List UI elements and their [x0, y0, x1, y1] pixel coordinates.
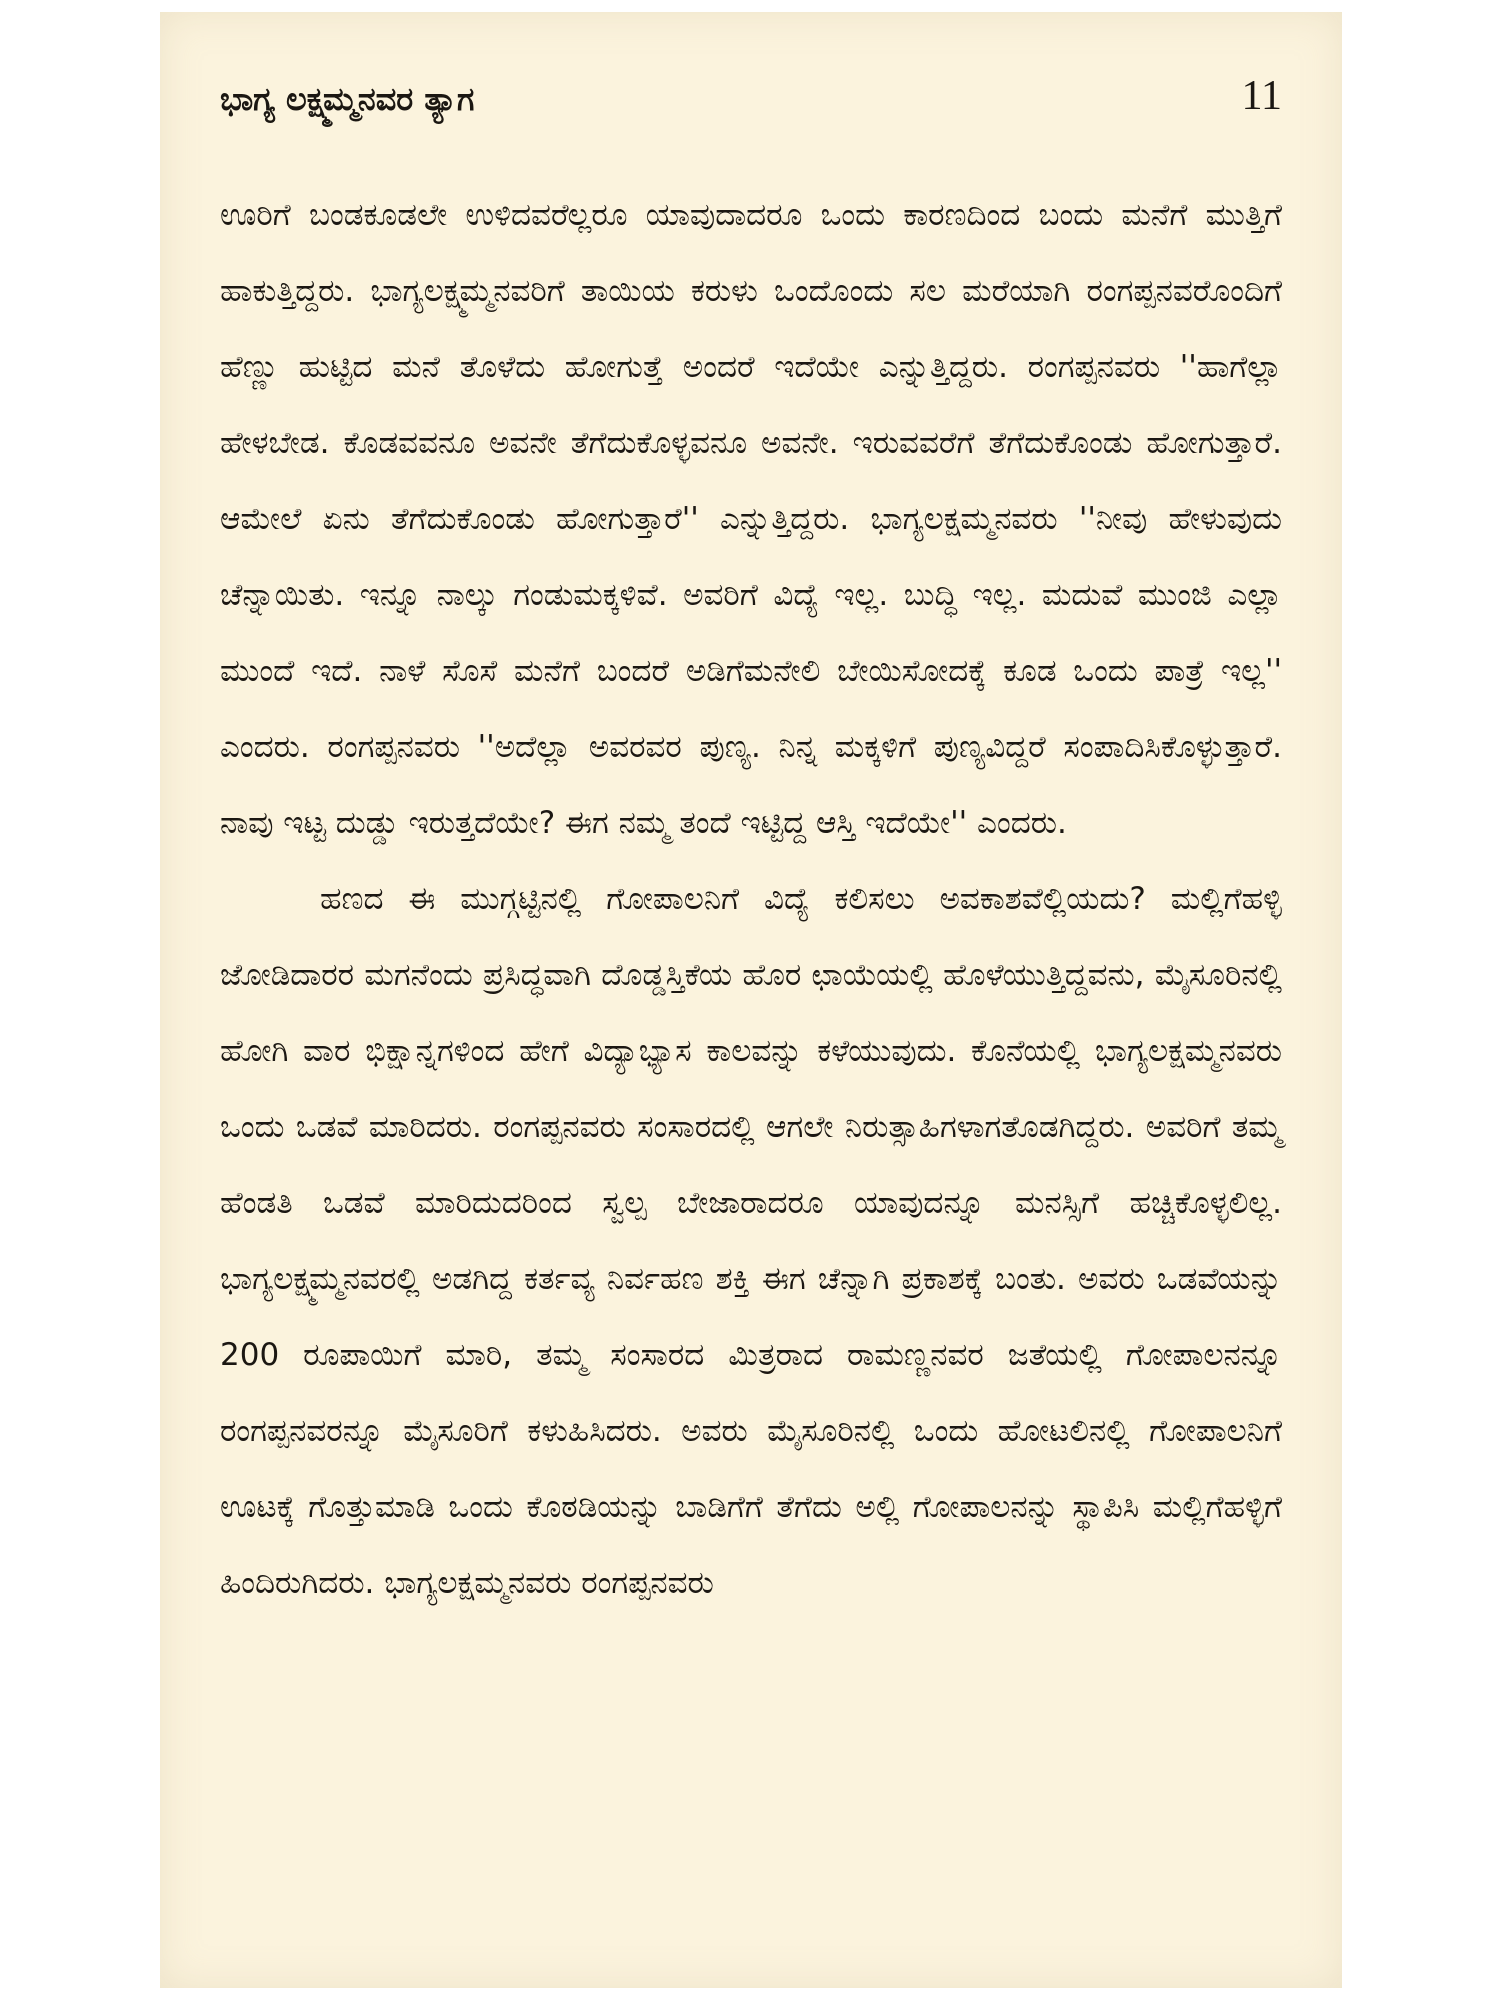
- paragraph-2: ಹಣದ ಈ ಮುಗ್ಗಟ್ಟಿನಲ್ಲಿ ಗೋಪಾಲನಿಗೆ ವಿದ್ಯೆ ಕಲಿಸಲು ಅವಕಾಶವೆಲ್ಲಿಯದು? ಮಲ್ಲಿಗೆಹಳ್ಳಿ ಜೋಡಿದಾರರ ಮಗನೆಂದು ಪ್ರಸಿದ್ಧವಾಗಿ ದೊಡ್ಡಸ್ತಿಕೆಯ ಹೊರ ಛಾಯೆಯಲ್ಲಿ ಹೊಳೆಯುತ್ತಿದ್ದವನು, ಮೈಸೂರಿನಲ್ಲಿ ಹೋಗಿ ವಾರ ಭಿಕ್ಷಾನ್ನಗಳಿಂದ ಹೇಗೆ ವಿದ್ಯಾಭ್ಯಾಸ ಕಾಲವನ್ನು ಕಳೆಯುವುದು. ಕೊನೆಯಲ್ಲಿ ಭಾಗ್ಯಲಕ್ಷಮ್ಮನವರು ಒಂದು ಒಡವೆ ಮಾರಿದರು. ರಂಗಪ್ಪನವರು ಸಂಸಾರದಲ್ಲಿ ಆಗಲೇ ನಿರುತ್ಸಾಹಿಗಳಾಗತೊಡಗಿದ್ದರು. ಅವರಿಗೆ ತಮ್ಮ ಹೆಂಡತಿ ಒಡವೆ ಮಾರಿದುದರಿಂದ ಸ್ವಲ್ಪ ಬೇಜಾರಾದರೂ ಯಾವುದನ್ನೂ ಮನಸ್ಸಿಗೆ ಹಚ್ಚಿಕೊಳ್ಳಲಿಲ್ಲ. ಭಾಗ್ಯಲಕ್ಷ್ಮಮ್ಮನವರಲ್ಲಿ ಅಡಗಿದ್ದ ಕರ್ತವ್ಯ ನಿರ್ವಹಣ ಶಕ್ತಿ ಈಗ ಚೆನ್ನಾಗಿ ಪ್ರಕಾಶಕ್ಕೆ ಬಂತು. ಅವರು ಒಡವೆಯನ್ನು 200 ರೂಪಾಯಿಗೆ ಮಾರಿ, ತಮ್ಮ ಸಂಸಾರದ ಮಿತ್ರರಾದ ರಾಮಣ್ಣನವರ ಜತೆಯಲ್ಲಿ ಗೋಪಾಲನನ್ನೂ ರಂಗಪ್ಪನವರನ್ನೂ ಮೈಸೂರಿಗೆ ಕಳುಹಿಸಿದರು. ಅವರು ಮೈಸೂರಿನಲ್ಲಿ ಒಂದು ಹೋಟಲಿನಲ್ಲಿ ಗೋಪಾಲನಿಗೆ ಊಟಕ್ಕೆ ಗೊತ್ತುಮಾಡಿ ಒಂದು ಕೊಠಡಿಯನ್ನು ಬಾಡಿಗೆಗೆ ತೆಗೆದು ಅಲ್ಲಿ ಗೋಪಾಲನನ್ನು ಸ್ಥಾಪಿಸಿ ಮಲ್ಲಿಗೆಹಳ್ಳಿಗೆ ಹಿಂದಿರುಗಿದರು. ಭಾಗ್ಯಲಕ್ಷಮ್ಮನವರು ರಂಗಪ್ಪನವರು: [220, 881, 1282, 1601]
- chapter-title: ಭಾಗ್ಯ ಲಕ್ಷ್ಮಮ್ಮನವರ ತ್ಯಾಗ: [220, 80, 475, 118]
- body-text: [220, 177, 1282, 1621]
- running-header: [220, 73, 1282, 140]
- paragraph-1: ಊರಿಗೆ ಬಂಡಕೂಡಲೇ ಉಳಿದವರೆಲ್ಲರೂ ಯಾವುದಾದರೂ ಒಂದು ಕಾರಣದಿಂದ ಬಂದು ಮನೆಗೆ ಮುತ್ತಿಗೆ ಹಾಕುತ್ತಿದ್ದರು. ಭಾಗ್ಯಲಕ್ಷ್ಮಮ್ಮನವರಿಗೆ ತಾಯಿಯ ಕರುಳು ಒಂದೊಂದು ಸಲ ಮರೆಯಾಗಿ ರಂಗಪ್ಪನವರೊಂದಿಗೆ ಹೆಣ್ಣು ಹುಟ್ಟಿದ ಮನೆ ತೊಳೆದು ಹೋಗುತ್ತೆ ಅಂದರೆ ಇದೆಯೇ ಎನ್ನುತ್ತಿದ್ದರು. ರಂಗಪ್ಪನವರು ''ಹಾಗೆಲ್ಲಾ ಹೇಳಬೇಡ. ಕೊಡವವನೂ ಅವನೇ ತೆಗೆದುಕೊಳ್ಳವನೂ ಅವನೇ. ಇರುವವರೆಗೆ ತೆಗೆದುಕೊಂಡು ಹೋಗುತ್ತಾರೆ. ಆಮೇಲೆ ಏನು ತೆಗೆದುಕೊಂಡು ಹೋಗುತ್ತಾರೆ'' ಎನ್ನುತ್ತಿದ್ದರು. ಭಾಗ್ಯಲಕ್ಷಮ್ಮನವರು ''ನೀವು ಹೇಳುವುದು ಚೆನ್ನಾಯಿತು. ಇನ್ನೂ ನಾಲ್ಕು ಗಂಡುಮಕ್ಕಳಿವೆ. ಅವರಿಗೆ ವಿದ್ಯೆ ಇಲ್ಲ. ಬುದ್ಧಿ ಇಲ್ಲ. ಮದುವೆ ಮುಂಜಿ ಎಲ್ಲಾ ಮುಂದೆ ಇದೆ. ನಾಳೆ ಸೊಸೆ ಮನೆಗೆ ಬಂದರೆ ಅಡಿಗೆಮನೇಲಿ ಬೇಯಿಸೋದಕ್ಕೆ ಕೂಡ ಒಂದು ಪಾತ್ರೆ ಇಲ್ಲ'' ಎಂದರು. ರಂಗಪ್ಪನವರು ''ಅದೆಲ್ಲಾ ಅವರವರ ಪುಣ್ಯ. ನಿನ್ನ ಮಕ್ಕಳಿಗೆ ಪುಣ್ಯವಿದ್ದರೆ ಸಂಪಾದಿಸಿಕೊಳ್ಳುತ್ತಾರೆ. ನಾವು ಇಟ್ಟ ದುಡ್ಡು ಇರುತ್ತದೆಯೇ? ಈಗ ನಮ್ಮ ತಂದೆ ಇಟ್ಟಿದ್ದ ಆಸ್ತಿ ಇದೆಯೇ'' ಎಂದರು.: [220, 197, 1282, 841]
- page-number: 11: [1241, 73, 1282, 119]
- book-page: [160, 12, 1342, 1988]
